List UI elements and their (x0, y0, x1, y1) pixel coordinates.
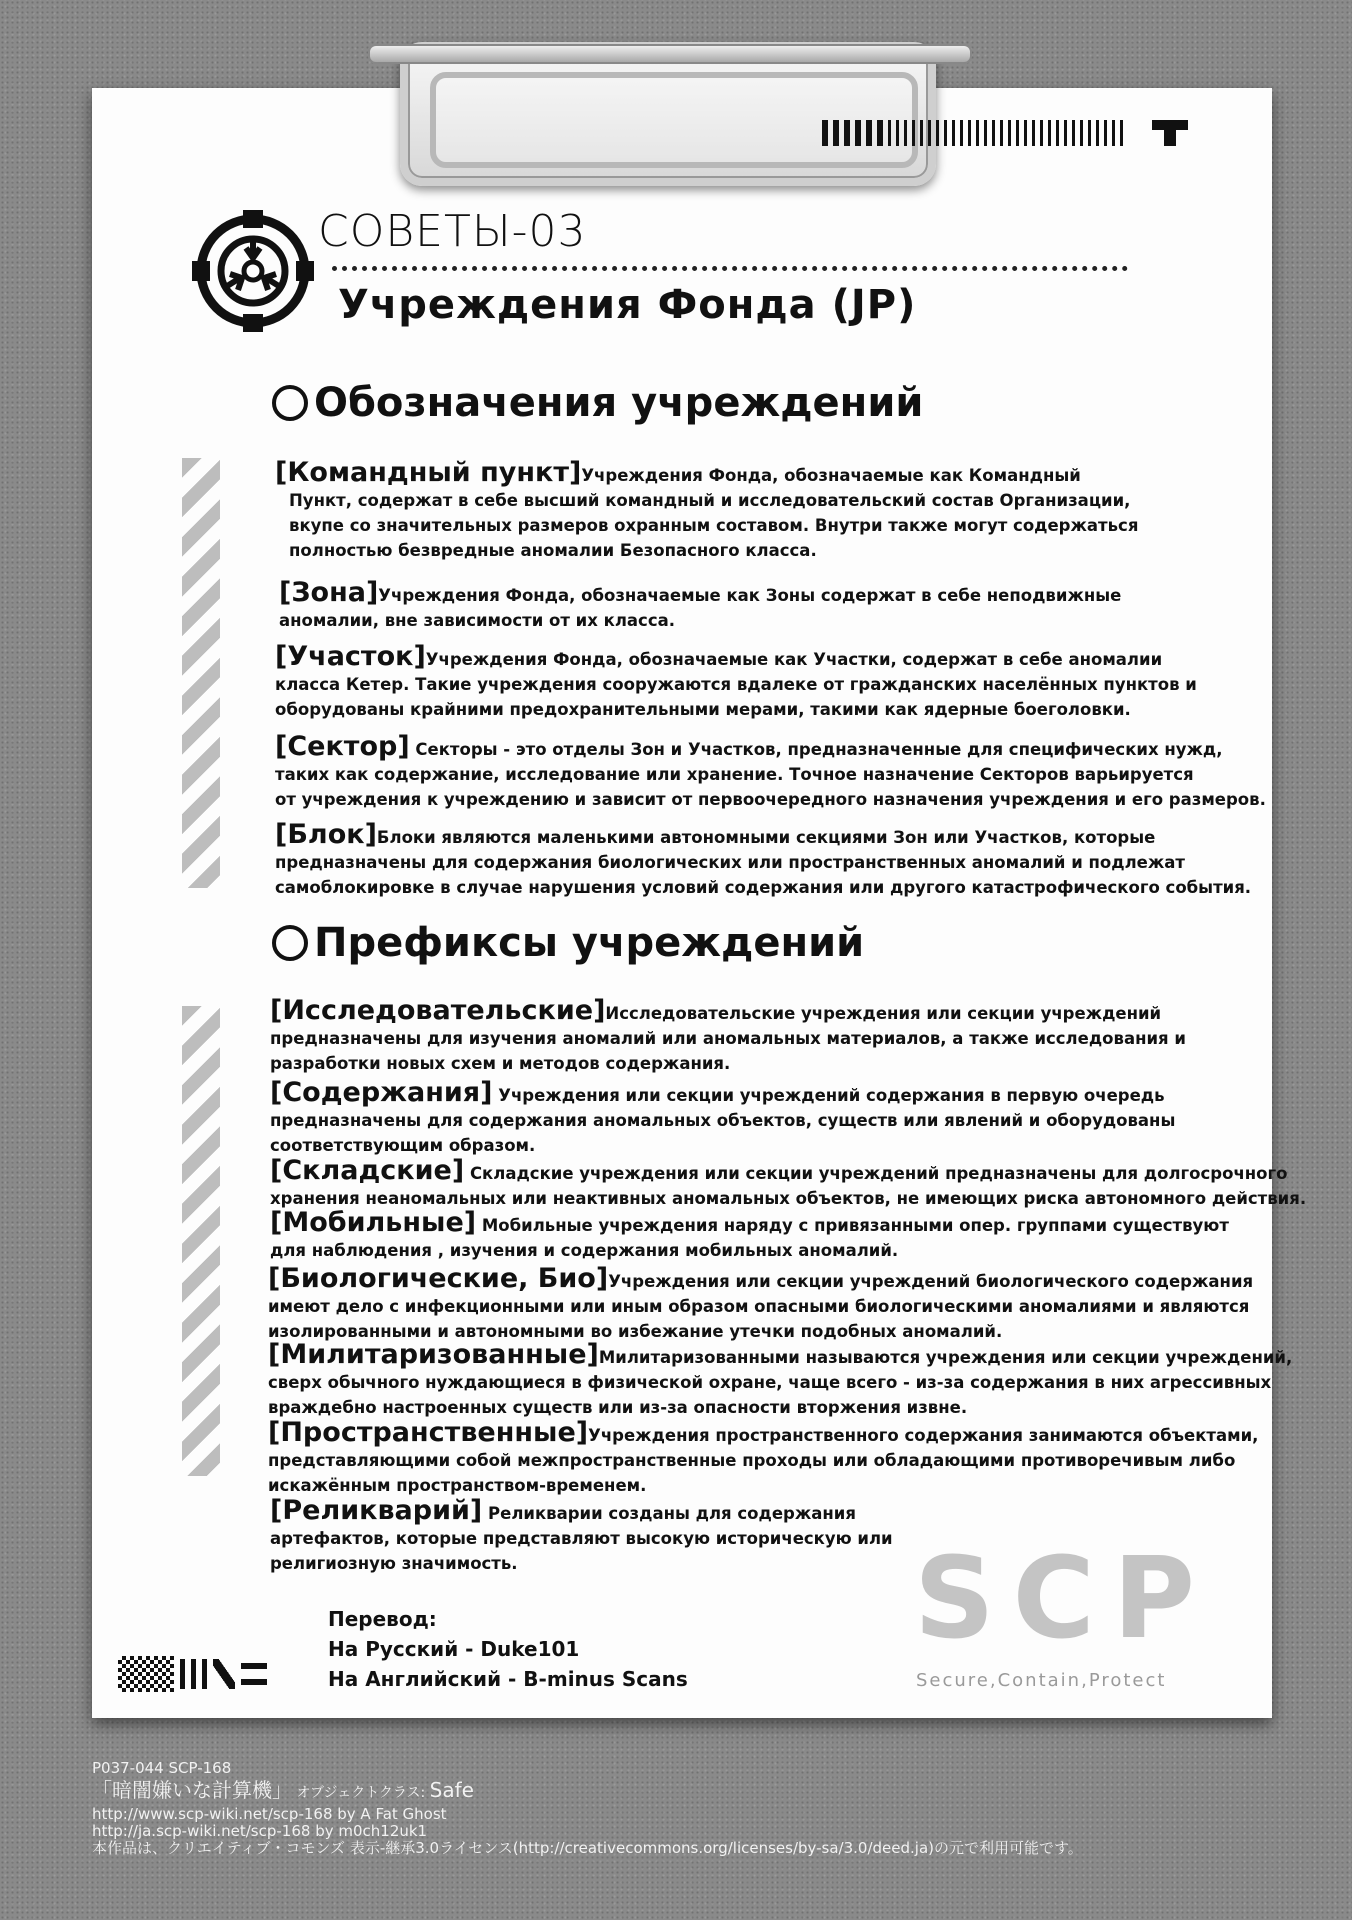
entry-spatial (268, 1418, 1258, 1498)
barcode-icon (822, 120, 1123, 146)
credits-russian: На Русский - Duke101 (328, 1637, 580, 1661)
entry-term: [Участок] (275, 641, 426, 672)
checker-icon (118, 1656, 174, 1692)
entry-line: оборудованы крайними предохранительными мерами, такими как ядерные боеголовки. (275, 700, 1131, 719)
entry-line: Мобильные учреждения наряду с привязанными опер. группами существуют (481, 1216, 1229, 1235)
entry-storage (270, 1156, 1306, 1211)
entry-line: аномалии, вне зависимости от их класса. (279, 611, 675, 630)
entry-term: [Блок] (275, 819, 377, 850)
entry-line: соответствующим образом. (270, 1136, 536, 1155)
t-mark-icon (1152, 120, 1188, 146)
entry-reliquary (270, 1496, 893, 1576)
entry-zone (279, 578, 1121, 633)
entry-term: [Биологические, Био] (268, 1263, 609, 1294)
entry-line: полностью безвредные аномалии Безопасного класса. (289, 541, 817, 560)
dotted-divider (332, 266, 1128, 271)
credits-label: Перевод: (328, 1607, 437, 1631)
entry-line: изолированными и автономными во избежание утечки подобных аномалий. (268, 1322, 1003, 1341)
entry-term: [Исследовательские] (270, 995, 606, 1026)
footer-class-label: オブジェクトクラス: (296, 1785, 426, 1801)
entry-line: вкупе со значительных размеров охранным составом. Внутри также могут содержаться (289, 516, 1139, 535)
entry-line: Реликварии созданы для содержания (488, 1504, 856, 1523)
entry-term: [Складские] (270, 1155, 465, 1186)
section-designations (272, 380, 923, 426)
entry-block (275, 820, 1251, 900)
entry-line: Учреждения или секции учреждений биологического содержания (608, 1272, 1254, 1291)
entry-term: [Мобильные] (270, 1207, 477, 1238)
entry-term: [Пространственные] (268, 1417, 589, 1448)
entry-line: предназначены для изучения аномалий или аномальных материалов, а также исследования и (270, 1029, 1186, 1048)
radio-circle-icon (272, 385, 308, 421)
footer-page-ref: P037-044 SCP-168 (92, 1759, 232, 1777)
entry-term: [Реликварий] (270, 1495, 483, 1526)
entry-line: от учреждения к учреждению и зависит от первоочередного назначения учреждения и его размеров. (275, 790, 1266, 809)
entry-line: Учреждения Фонда, обозначаемые как Командный (581, 466, 1081, 485)
entry-sector (275, 732, 1266, 812)
footer-info (92, 1760, 1083, 1857)
entry-line: артефактов, которые представляют высокую историческую или (270, 1529, 893, 1548)
section-prefixes-title: Префиксы учреждений (314, 920, 865, 966)
entry-line: предназначены для содержания биологических или пространственных аномалий и подлежат (275, 853, 1185, 872)
translation-credits (328, 1604, 688, 1694)
footer-url-en: http://www.scp-wiki.net/scp-168 by A Fat Ghost (92, 1805, 447, 1823)
entry-line: таких как содержание, исследование или хранение. Точное назначение Секторов варьируется (275, 765, 1194, 784)
section-designations-title: Обозначения учреждений (314, 380, 924, 426)
entry-militarized (268, 1340, 1292, 1420)
entry-line: враждебно настроенных существ или из-за опасности вторжения извне. (268, 1398, 968, 1417)
entry-research (270, 996, 1186, 1076)
entry-line: Учреждения или секции учреждений содержания в первую очередь (498, 1086, 1165, 1105)
footer-object-title: 「暗闇嫌いな計算機」 (92, 1778, 292, 1802)
entry-line: Блоки являются маленькими автономными секциями Зон или Участков, которые (376, 828, 1156, 847)
footer-url-ja: http://ja.scp-wiki.net/scp-168 by m0ch12uk1 (92, 1822, 428, 1840)
entry-line: имеют дело с инфекционными или иным образом опасными биологическими аномалиями и являются (268, 1297, 1250, 1316)
entry-line: Складские учреждения или секции учреждений предназначены для долгосрочного (469, 1164, 1288, 1183)
entry-line: класса Кетер. Такие учреждения сооружаются вдалеке от гражданских населённых пунктов и (275, 675, 1197, 694)
entry-line: хранения неаномальных или неактивных аномальных объектов, не имеющих риска автономного действия. (270, 1189, 1307, 1208)
credits-english: На Английский - B-minus Scans (328, 1667, 688, 1691)
entry-site (275, 642, 1197, 722)
entry-line: разработки новых схем и методов содержания. (270, 1054, 731, 1073)
footer-object (92, 1777, 1083, 1806)
entry-line: искажённым пространством-временем. (268, 1476, 647, 1495)
entry-line: Пункт, содержат в себе высший командный и исследовательский состав Организации, (289, 491, 1131, 510)
entry-term: [Содержания] (270, 1077, 493, 1108)
entry-line: представляющими собой межпространственные проходы или обладающими противоречивым либо (268, 1451, 1236, 1470)
entry-term: [Командный пункт] (275, 457, 582, 488)
tips-label: СОВЕТЫ-03 (318, 206, 587, 257)
entry-line: Секторы - это отделы Зон и Участков, предназначенные для специфических нужд, (415, 740, 1223, 759)
entry-line: Исследовательские учреждения или секции учреждений (605, 1004, 1162, 1023)
entry-term: [Зона] (279, 577, 379, 608)
stripe-decoration (182, 458, 220, 888)
entry-term: [Милитаризованные] (268, 1339, 599, 1370)
entry-line: Милитаризованными называются учреждения или секции учреждений, (598, 1348, 1293, 1367)
radio-circle-icon (272, 925, 308, 961)
entry-line: для наблюдения , изучения и содержания мобильных аномалий. (270, 1241, 899, 1260)
entry-line: Учреждения Фонда, обозначаемые как Участки, содержат в себе аномалии (425, 650, 1163, 669)
entry-line: предназначены для содержания аномальных объектов, существ или явлений и оборудованы (270, 1111, 1176, 1130)
entry-mobile (270, 1208, 1229, 1263)
scp-brand-logo: SCP (914, 1534, 1213, 1664)
entry-line: Учреждения пространственного содержания занимаются объектами, (588, 1426, 1259, 1445)
footer-license: 本作品は、クリエイティブ・コモンズ 表示-継承3.0ライセンス(http://creativecommons.org/licenses/by-sa/3.0/deed.ja)の元で利用可能です。 (92, 1839, 1083, 1857)
clipboard-clip (400, 42, 936, 186)
stripe-marks-icon (180, 1656, 267, 1692)
entry-line: сверх обычного нуждающиеся в физической охране, чаще всего - из-за содержания в них агрессивных (268, 1373, 1272, 1392)
section-prefixes (272, 920, 864, 966)
entry-term: [Сектор] (275, 731, 410, 762)
scp-brand-slogan: Secure,Contain,Protect (916, 1670, 1167, 1691)
entry-command-post (275, 458, 1138, 563)
entry-line: Учреждения Фонда, обозначаемые как Зоны содержат в себе неподвижные (378, 586, 1122, 605)
page-title: Учреждения Фонда (JP) (338, 282, 917, 328)
clip-bar (368, 44, 972, 64)
stripe-decoration (182, 1006, 220, 1476)
footer-object-class: Safe (429, 1778, 474, 1802)
entry-line: самоблокировке в случае нарушения условий содержания или другого катастрофического события. (275, 878, 1252, 897)
entry-biological (268, 1264, 1253, 1344)
scp-logo-icon (188, 206, 318, 336)
entry-containment (270, 1078, 1175, 1158)
entry-line: религиозную значимость. (270, 1554, 518, 1573)
